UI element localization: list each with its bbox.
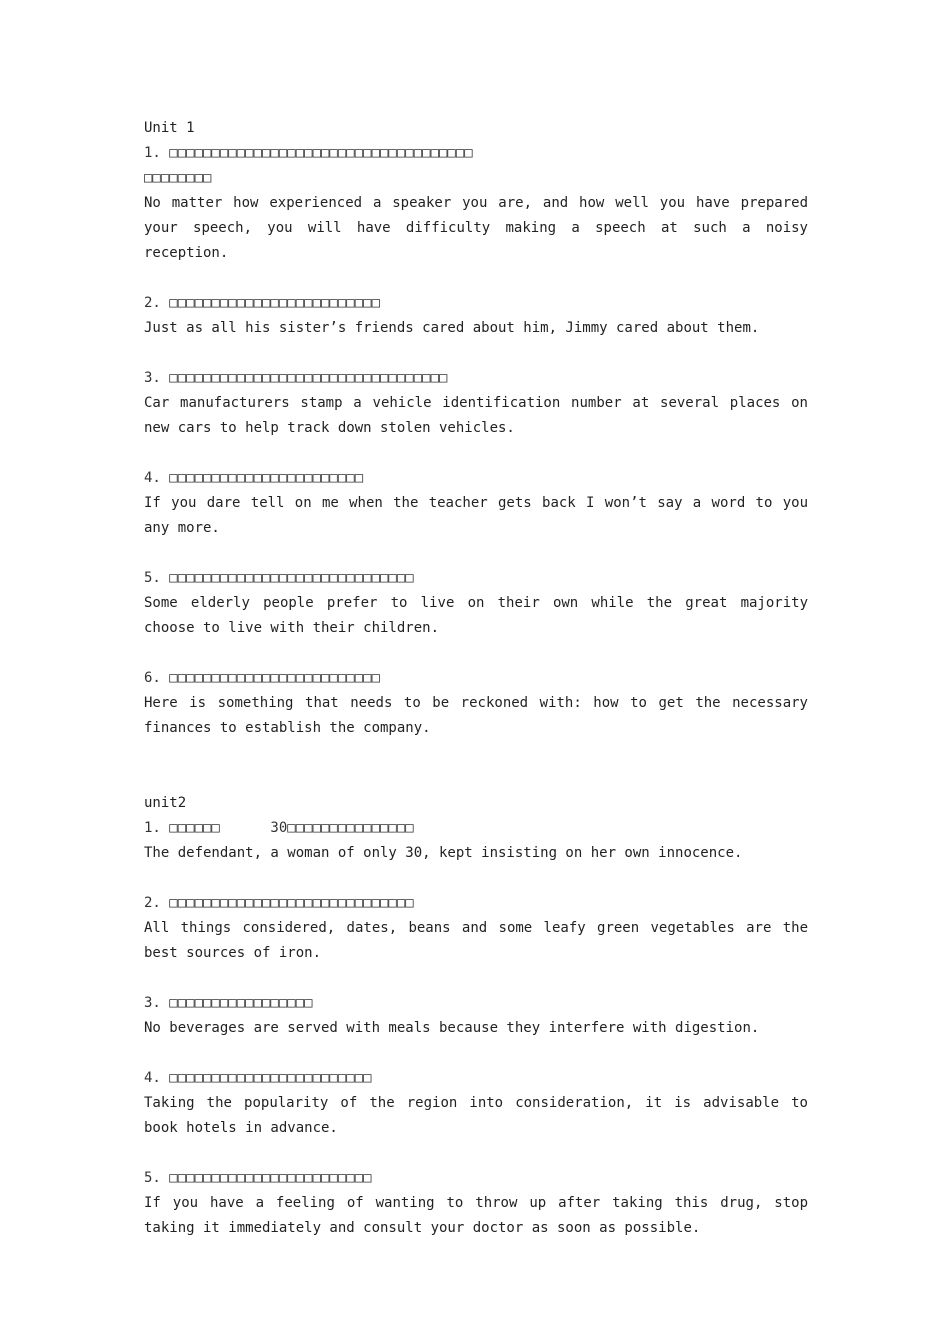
chinese-sentence: 6. □□□□□□□□□□□□□□□□□□□□□□□□□ [144, 670, 381, 686]
english-translation: No beverages are served with meals because they interfere with digestion. [144, 1020, 760, 1036]
unit2-item-4 [144, 1066, 817, 1141]
unit1-item-1 [144, 141, 817, 266]
chinese-sentence: 1. □□□□□□□□□□□□□□□□□□□□□□□□□□□□□□□□□□□□ □□□□□□□□ [144, 145, 473, 186]
english-translation: Just as all his sister’s friends cared about him, Jimmy cared about them. [144, 320, 760, 336]
chinese-sentence: 3. □□□□□□□□□□□□□□□□□ [144, 995, 313, 1011]
unit2-item-2 [144, 891, 817, 966]
chinese-sentence: 4. □□□□□□□□□□□□□□□□□□□□□□□□ [144, 1070, 372, 1086]
chinese-sentence: 2. □□□□□□□□□□□□□□□□□□□□□□□□□□□□□ [144, 895, 414, 911]
unit1-item-3 [144, 366, 817, 441]
english-translation: The defendant, a woman of only 30, kept insisting on her own innocence. [144, 845, 743, 861]
unit1-item-4 [144, 466, 817, 541]
chinese-sentence: 4. □□□□□□□□□□□□□□□□□□□□□□□ [144, 470, 364, 486]
unit2-title: unit2 [144, 795, 187, 811]
english-translation: Taking the popularity of the region into consideration, it is advisable to book hotels in advance. [144, 1095, 817, 1136]
english-translation: Some elderly people prefer to live on their own while the great majority choose to live with their children. [144, 595, 817, 636]
chinese-sentence: 3. □□□□□□□□□□□□□□□□□□□□□□□□□□□□□□□□□ [144, 370, 448, 386]
unit1-item-5 [144, 566, 817, 641]
unit2-item-5 [144, 1166, 817, 1241]
english-translation: Here is something that needs to be reckoned with: how to get the necessary finances to establish the company. [144, 695, 817, 736]
unit1-item-2 [144, 291, 808, 341]
unit1-title: Unit 1 [144, 120, 195, 136]
english-translation: If you have a feeling of wanting to throw up after taking this drug, stop taking it immediately and consult your doctor as soon as possible. [144, 1195, 817, 1236]
unit1-item-6 [144, 666, 817, 741]
english-translation: If you dare tell on me when the teacher gets back I won’t say a word to you any more. [144, 495, 817, 536]
document-page [144, 116, 817, 1241]
chinese-sentence: 5. □□□□□□□□□□□□□□□□□□□□□□□□□□□□□ [144, 570, 414, 586]
chinese-sentence: 5. □□□□□□□□□□□□□□□□□□□□□□□□ [144, 1170, 372, 1186]
chinese-sentence: 2. □□□□□□□□□□□□□□□□□□□□□□□□□ [144, 295, 381, 311]
english-translation: All things considered, dates, beans and some leafy green vegetables are the best sources of iron. [144, 920, 817, 961]
unit2-item-3 [144, 991, 808, 1041]
english-translation: Car manufacturers stamp a vehicle identification number at several places on new cars to help track down stolen vehicles. [144, 395, 817, 436]
english-translation: No matter how experienced a speaker you are, and how well you have prepared your speech, you will have difficulty making a speech at such a noisy reception. [144, 195, 817, 261]
chinese-sentence: 1. □□□□□□ 30□□□□□□□□□□□□□□□ [144, 820, 414, 836]
unit2-item-1 [144, 816, 808, 866]
